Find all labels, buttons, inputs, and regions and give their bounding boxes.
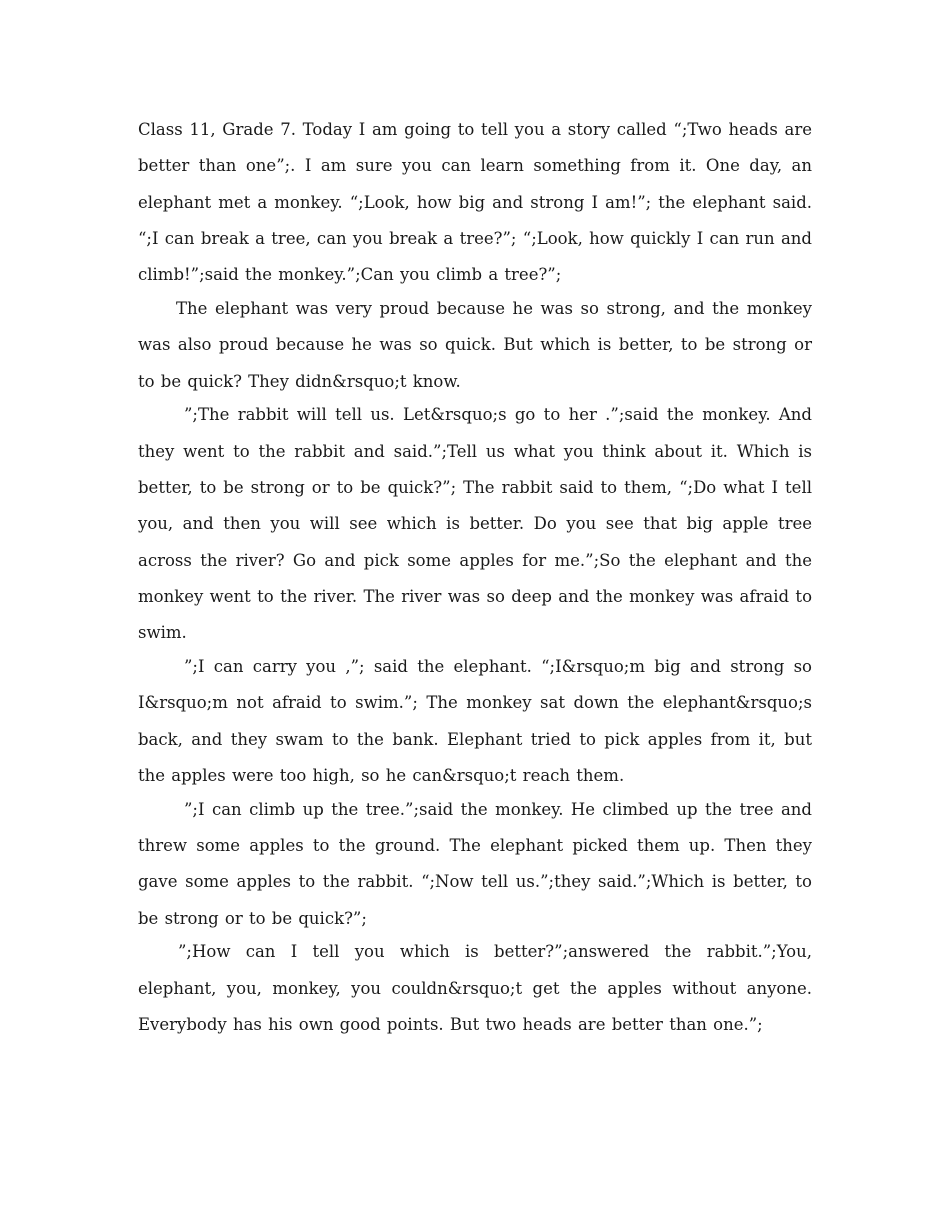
- paragraph-carry: ”;I can carry you ,”; said the elephant. “;I&rsquo;m big and strong so I&rsquo;m not afraid to swim.”; The monkey sat down the elephant&rsquo;s back, and they swam to the bank. Elephant tried to pick apples from it, but the apples were too high, so he can&rsquo;t reach them.: [138, 656, 812, 785]
- paragraph-proud: The elephant was very proud because he was so strong, and the monkey was also proud because he was so quick. But which is better, to be strong or to be quick? They didn&rsquo;t know.: [138, 298, 812, 391]
- paragraph-rabbit: ”;The rabbit will tell us. Let&rsquo;s go to her .”;said the monkey. And they went to the rabbit and said.”;Tell us what you think about it. Which is better, to be strong or to be quick?”; The rabbit said to them, “;Do what I tell you, and then you will see which is better. Do you see that big apple tree across the river? Go and pick some apples for me.”;So the elephant and the monkey went to the river. The river was so deep and the monkey was afraid to swim.: [138, 405, 812, 643]
- story-text: [138, 112, 812, 1041]
- paragraph-conclusion: ”;How can I tell you which is better?”;answered the rabbit.”;You, elephant, you, monkey, you couldn&rsquo;t get the apples without anyone. Everybody has his own good points. But two heads are better than one.”;: [138, 942, 812, 1034]
- paragraph-intro: Class 11, Grade 7. Today I am going to tell you a story called “;Two heads are better than one”;. I am sure you can learn something from it. One day, an elephant met a monkey. “;Look, how big and strong I am!”; the elephant said. “;I can break a tree, can you break a tree?”; “;Look, how quickly I can run and climb!”;said the monkey.”;Can you climb a tree?”;: [138, 120, 812, 285]
- paragraph-climb: ”;I can climb up the tree.”;said the monkey. He climbed up the tree and threw some apples to the ground. The elephant picked them up. Then they gave some apples to the rabbit. “;Now tell us.”;they said.”;Which is better, to be strong or to be quick?”;: [138, 799, 812, 928]
